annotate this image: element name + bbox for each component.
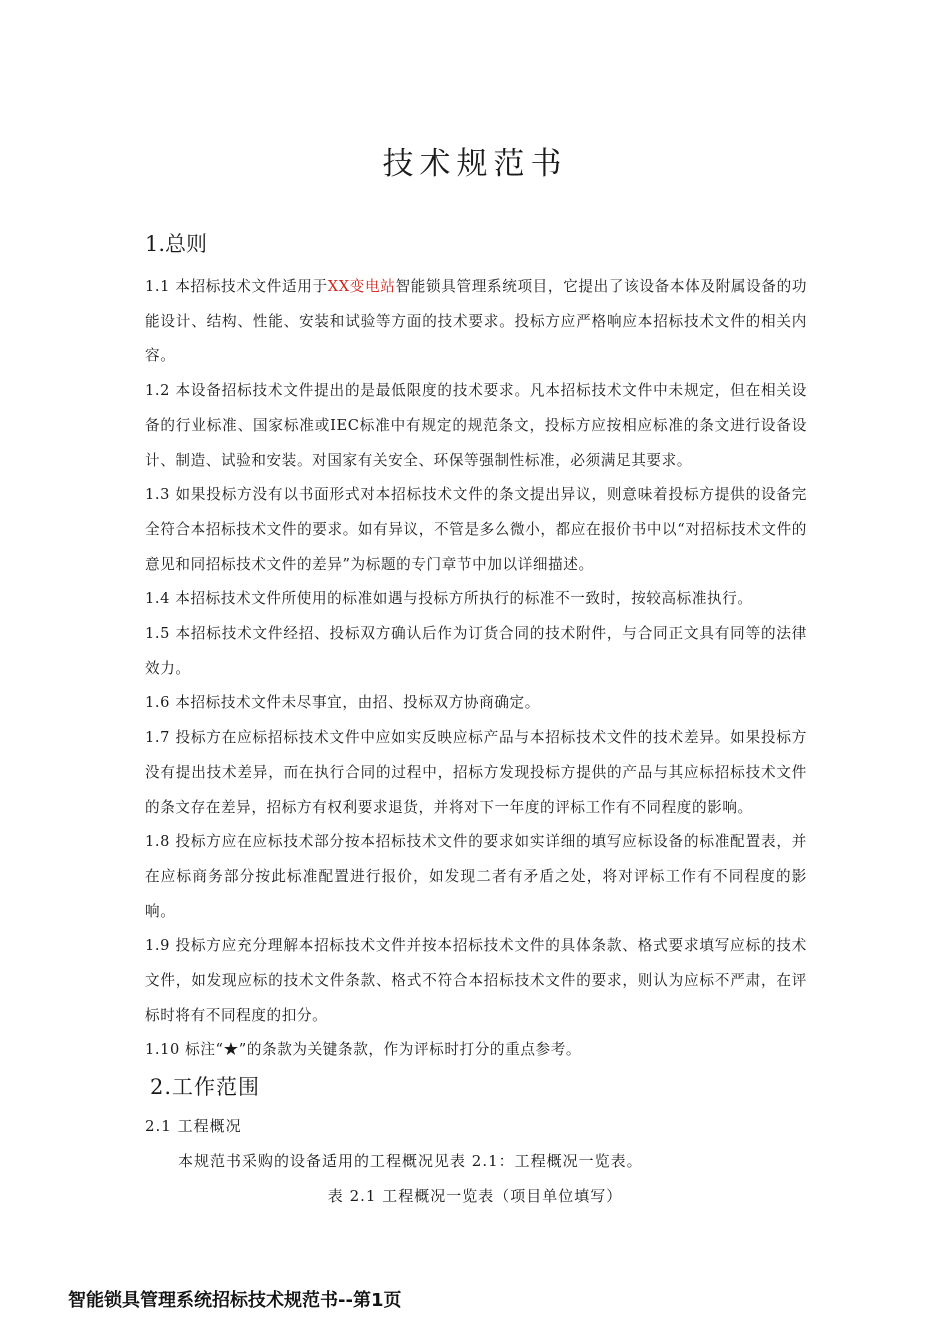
clause-1-1-prefix: 1.1 本招标技术文件适用于	[145, 278, 328, 295]
clause-1-3: 1.3 如果投标方没有以书面形式对本招标技术文件的条文提出异议，则意味着投标方提供的设备完全符合本招标技术文件的要求。如有异议，不管是多么微小，都应在报价书中以“对招标技术文件的意见和同招标技术文件的差异”为标题的专门章节中加以详细描述。	[145, 486, 807, 573]
clause-1-6: 1.6 本招标技术文件未尽事宜，由招、投标双方协商确定。	[145, 694, 540, 712]
project-name-highlight: XX变电站	[327, 278, 396, 295]
clause-1-10: 1.10 标注“★”的条款为关键条款，作为评标时打分的重点参考。	[145, 1041, 582, 1059]
clause-1-7: 1.7 投标方在应标招标技术文件中应如实反映应标产品与本招标技术文件的技术差异。如果投标方没有提出技术差异，而在执行合同的过程中，招标方发现投标方提供的产品与其应标招标技术文件的条文存在差异，招标方有权利要求退货，并将对下一年度的评标工作有不同程度的影响。	[145, 729, 807, 816]
clause-1-1-suffix: 智能锁具管理系统项目，它提出了该设备本体及附属设备的功能设计、结构、性能、安装和试验等方面的技术要求。投标方应严格响应本招标技术文件的相关内容。	[145, 278, 808, 365]
clause-1-9: 1.9 投标方应充分理解本招标技术文件并按本招标技术文件的具体条款、格式要求填写应标的技术文件，如发现应标的技术文件条款、格式不符合本招标技术文件的要求，则认为应标不严肃，在评标时将有不同程度的扣分。	[145, 937, 807, 1024]
document-title: 技术规范书	[382, 146, 568, 182]
clauses-body	[145, 270, 807, 1068]
overview-intro: 本规范书采购的设备适用的工程概况见表 2.1：工程概况一览表。	[178, 1152, 643, 1170]
page-footer: 智能锁具管理系统招标技术规范书--第1页	[68, 1290, 402, 1311]
table-caption: 表 2.1 工程概况一览表（项目单位填写）	[327, 1187, 623, 1205]
section-heading-general: 1.总则	[145, 232, 208, 256]
clause-1-2: 1.2 本设备招标技术文件提出的是最低限度的技术要求。凡本招标技术文件中未规定，但在相关设备的行业标准、国家标准或IEC标准中有规定的规范条文，投标方应按相应标准的条文进行设备设计、制造、试验和安装。对国家有关安全、环保等强制性标准，必须满足其要求。	[145, 382, 807, 469]
clause-1-8: 1.8 投标方应在应标技术部分按本招标技术文件的要求如实详细的填写应标设备的标准配置表，并在应标商务部分按此标准配置进行报价，如发现二者有矛盾之处，将对评标工作有不同程度的影响。	[145, 833, 807, 920]
clause-1-5: 1.5 本招标技术文件经招、投标双方确认后作为订货合同的技术附件，与合同正文具有同等的法律效力。	[145, 625, 807, 677]
clause-1-4: 1.4 本招标技术文件所使用的标准如遇与投标方所执行的标准不一致时，按较高标准执行。	[145, 590, 753, 608]
section-heading-scope: 2.工作范围	[150, 1075, 261, 1099]
clause-1-1	[145, 270, 807, 374]
subsection-project-overview: 2.1 工程概况	[145, 1117, 242, 1135]
